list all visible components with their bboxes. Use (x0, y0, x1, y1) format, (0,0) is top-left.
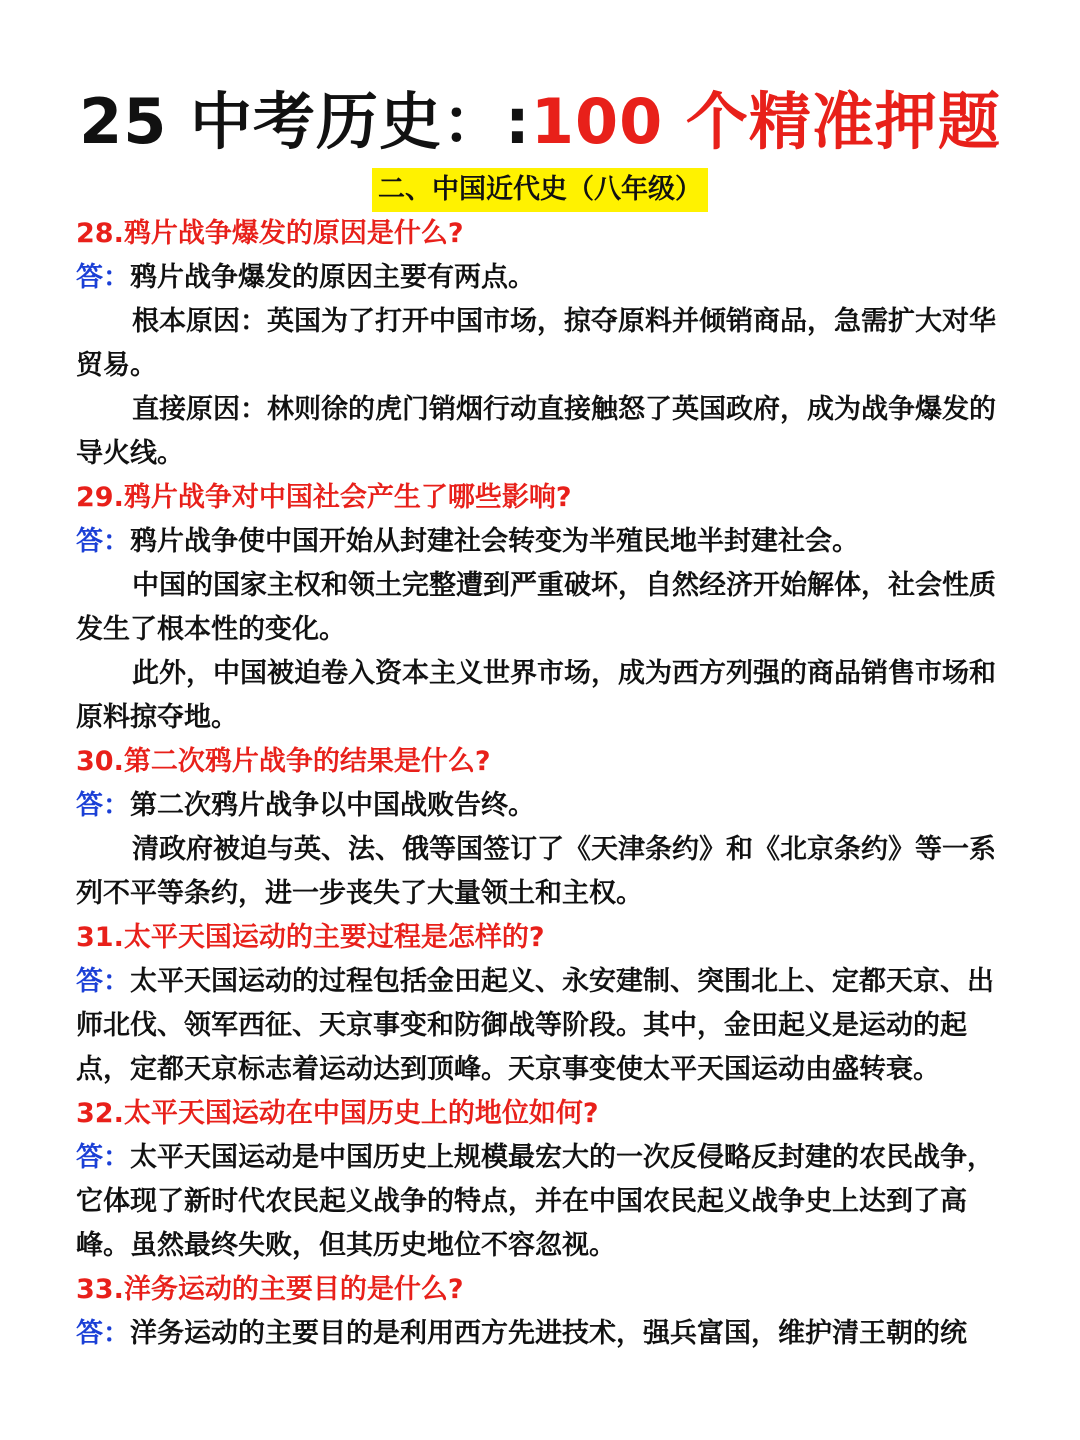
question: 33.洋务运动的主要目的是什么? (76, 1274, 464, 1305)
qa-item (76, 916, 1008, 1092)
qa-item (76, 740, 1008, 916)
answer (76, 1136, 1008, 1268)
answer (76, 784, 1008, 828)
qa-item (76, 212, 1008, 476)
answer-text: 太平天国运动的过程包括金田起义、永安建制、突围北上、定都天京、出师北伐、领军西征、天京事变和防御战等阶段。其中，金田起义是运动的起点，定都天京标志着运动达到顶峰。天京事变使太平天国运动由盛转衰。 (76, 966, 994, 1085)
qa-item (76, 476, 1008, 740)
qa-item (76, 1092, 1008, 1268)
answer (76, 256, 1008, 300)
answer-text: 鸦片战争使中国开始从封建社会转变为半殖民地半封建社会。 (130, 526, 859, 557)
question: 29.鸦片战争对中国社会产生了哪些影响? (76, 482, 572, 513)
qa-content (76, 212, 1008, 1356)
title-highlight: 100 个精准押题 (530, 85, 1001, 158)
question: 28.鸦片战争爆发的原因是什么? (76, 218, 464, 249)
answer-paragraph: 直接原因：林则徐的虎门销烟行动直接触怒了英国政府，成为战争爆发的导火线。 (76, 394, 996, 469)
page-title (0, 82, 1080, 162)
answer-text: 第二次鸦片战争以中国战败告终。 (130, 790, 535, 821)
answer-label: 答： (76, 790, 130, 821)
section-heading: 二、中国近代史（八年级） (372, 168, 708, 212)
answer-label: 答： (76, 966, 130, 997)
answer-paragraph: 此外，中国被迫卷入资本主义世界市场，成为西方列强的商品销售市场和原料掠夺地。 (76, 658, 996, 733)
answer-label: 答： (76, 1142, 130, 1173)
section-heading-wrap (0, 168, 1080, 212)
question: 30.第二次鸦片战争的结果是什么? (76, 746, 491, 777)
answer-text: 鸦片战争爆发的原因主要有两点。 (130, 262, 535, 293)
answer (76, 1312, 1008, 1356)
title-prefix: 25 中考历史：: (79, 85, 531, 158)
answer-text: 太平天国运动是中国历史上规模最宏大的一次反侵略反封建的农民战争，它体现了新时代农民起义战争的特点，并在中国农民起义战争史上达到了高峰。虽然最终失败，但其历史地位不容忽视。 (76, 1142, 994, 1261)
answer (76, 960, 1008, 1092)
question: 31.太平天国运动的主要过程是怎样的? (76, 922, 545, 953)
answer-paragraph: 中国的国家主权和领土完整遭到严重破坏，自然经济开始解体，社会性质发生了根本性的变化。 (76, 570, 996, 645)
answer-label: 答： (76, 1318, 130, 1349)
answer-label: 答： (76, 262, 130, 293)
question: 32.太平天国运动在中国历史上的地位如何? (76, 1098, 599, 1129)
answer-paragraph: 清政府被迫与英、法、俄等国签订了《天津条约》和《北京条约》等一系列不平等条约，进一步丧失了大量领土和主权。 (76, 834, 996, 909)
qa-item (76, 1268, 1008, 1356)
answer-label: 答： (76, 526, 130, 557)
answer-text: 洋务运动的主要目的是利用西方先进技术，强兵富国，维护清王朝的统 (130, 1318, 967, 1349)
answer-paragraph: 根本原因：英国为了打开中国市场，掠夺原料并倾销商品，急需扩大对华贸易。 (76, 306, 996, 381)
answer (76, 520, 1008, 564)
